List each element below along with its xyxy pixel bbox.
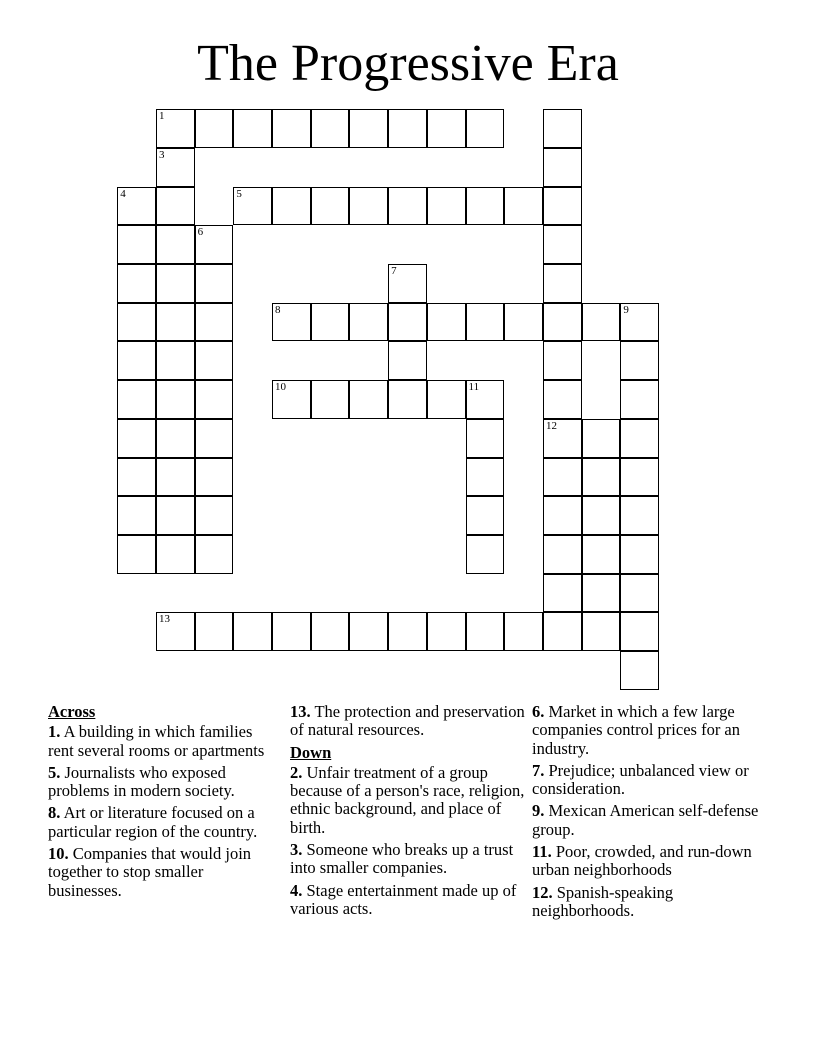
clue-across-10: [48, 845, 280, 900]
grid-cell[interactable]: [156, 380, 195, 419]
clue-number: 13.: [290, 702, 311, 721]
grid-cell[interactable]: [504, 303, 543, 342]
clue-down-2: [290, 764, 526, 837]
cell-number: 13: [158, 613, 170, 626]
grid-cell[interactable]: [311, 109, 350, 148]
clue-text: Art or literature focused on a particular region of the country.: [48, 803, 258, 841]
grid-cell[interactable]: [195, 458, 234, 497]
clue-text: Journalists who exposed problems in modern society.: [48, 762, 235, 801]
clue-down-11: [532, 843, 768, 880]
grid-cell[interactable]: [272, 612, 311, 651]
grid-cell[interactable]: [427, 380, 466, 419]
grid-cell[interactable]: [156, 535, 195, 574]
grid-cell[interactable]: [504, 187, 543, 226]
cell-number: 12: [545, 419, 557, 432]
grid-cell[interactable]: [117, 380, 156, 419]
grid-cell[interactable]: [311, 612, 350, 651]
clue-number: 8.: [48, 803, 61, 823]
grid-cell[interactable]: [272, 380, 311, 419]
grid-cell[interactable]: [195, 419, 234, 458]
grid-cell[interactable]: [427, 303, 466, 342]
grid-cell[interactable]: [582, 535, 621, 574]
grid-cell[interactable]: [620, 303, 659, 342]
grid-cell[interactable]: [620, 612, 659, 651]
grid-cell[interactable]: [620, 496, 659, 535]
grid-cell[interactable]: [156, 303, 195, 342]
cell-number: 3: [158, 148, 165, 161]
grid-cell[interactable]: [543, 574, 582, 613]
grid-cell[interactable]: [543, 458, 582, 497]
clue-text: Mexican American self-defense group.: [532, 801, 759, 839]
across-heading: Across: [48, 702, 96, 721]
clue-number: 3.: [290, 840, 303, 860]
grid-cell[interactable]: [156, 109, 195, 148]
grid-cell[interactable]: [620, 651, 659, 690]
grid-cell[interactable]: [543, 496, 582, 535]
clue-number: 2.: [290, 762, 303, 782]
grid-cell[interactable]: [117, 535, 156, 574]
grid-cell[interactable]: [427, 187, 466, 226]
grid-cell[interactable]: [272, 109, 311, 148]
grid-cell[interactable]: [543, 264, 582, 303]
clues-column-1: [48, 703, 280, 904]
grid-cell[interactable]: [156, 148, 195, 187]
clue-down-6: [532, 703, 768, 758]
cell-number: 4: [120, 187, 126, 200]
clues-column-3: [532, 703, 768, 924]
grid-cell[interactable]: [620, 380, 659, 419]
grid-cell[interactable]: [117, 341, 156, 380]
grid-cell[interactable]: [543, 612, 582, 651]
grid-cell[interactable]: [195, 109, 234, 148]
grid-cell[interactable]: [311, 187, 350, 226]
clue-number: 1.: [48, 722, 61, 742]
down-heading: Down: [290, 742, 332, 762]
clue-text: Companies that would join together to stop smaller businesses.: [48, 844, 252, 900]
clue-down-7: [532, 762, 768, 799]
grid-cell[interactable]: [388, 380, 427, 419]
grid-cell[interactable]: [156, 187, 195, 226]
grid-cell[interactable]: [388, 109, 427, 148]
grid-cell[interactable]: [466, 458, 505, 497]
grid-cell[interactable]: [272, 303, 311, 342]
clue-number: 9.: [532, 801, 545, 821]
grid-cell[interactable]: [427, 612, 466, 651]
grid-cell[interactable]: [117, 458, 156, 497]
grid-cell[interactable]: [388, 303, 427, 342]
clue-number: 6.: [532, 702, 545, 721]
grid-cell[interactable]: [156, 496, 195, 535]
clue-number: 12.: [532, 882, 553, 902]
grid-cell[interactable]: [543, 535, 582, 574]
clue-number: 5.: [48, 762, 61, 782]
grid-cell[interactable]: [582, 574, 621, 613]
grid-cell[interactable]: [466, 535, 505, 574]
grid-cell[interactable]: [195, 380, 234, 419]
cell-number: 11: [468, 381, 480, 394]
grid-cell[interactable]: [582, 303, 621, 342]
grid-cell[interactable]: [156, 419, 195, 458]
grid-cell[interactable]: [117, 303, 156, 342]
cell-number: 8: [275, 303, 281, 316]
grid-cell[interactable]: [349, 187, 388, 226]
clue-number: 4.: [290, 880, 303, 900]
cell-number: 9: [623, 303, 629, 316]
clue-across-5: [48, 764, 280, 801]
clue-text: Spanish-speaking neighborhoods.: [532, 882, 674, 920]
grid-cell[interactable]: [543, 380, 582, 419]
grid-cell[interactable]: [466, 303, 505, 342]
clue-across-13: [290, 703, 526, 740]
grid-cell[interactable]: [195, 341, 234, 380]
grid-cell[interactable]: [349, 303, 388, 342]
grid-cell[interactable]: [620, 458, 659, 497]
page-title: The Progressive Era: [197, 35, 619, 92]
clue-text: Someone who breaks up a trust into smaller companies.: [290, 840, 514, 878]
grid-cell[interactable]: [156, 341, 195, 380]
grid-cell[interactable]: [117, 496, 156, 535]
clue-number: 10.: [48, 844, 69, 864]
grid-cell[interactable]: [117, 187, 156, 226]
grid-cell[interactable]: [156, 264, 195, 303]
grid-cell[interactable]: [233, 612, 272, 651]
grid-cell[interactable]: [466, 612, 505, 651]
grid-cell[interactable]: [349, 109, 388, 148]
clues-column-2: [290, 703, 526, 922]
cell-number: 5: [236, 187, 242, 200]
grid-cell[interactable]: [543, 225, 582, 264]
grid-cell[interactable]: [582, 419, 621, 458]
grid-cell[interactable]: [466, 187, 505, 226]
clue-text: Poor, crowded, and run-down urban neighborhoods: [532, 842, 752, 880]
grid-cell[interactable]: [117, 225, 156, 264]
grid-cell[interactable]: [311, 380, 350, 419]
grid-cell[interactable]: [195, 303, 234, 342]
clue-number: 11.: [532, 842, 552, 862]
grid-cell[interactable]: [620, 535, 659, 574]
cell-number: 6: [197, 226, 204, 239]
grid-cell[interactable]: [620, 419, 659, 458]
grid-cell[interactable]: [195, 264, 234, 303]
cell-number: 10: [275, 381, 287, 394]
grid-cell[interactable]: [543, 303, 582, 342]
grid-cell[interactable]: [582, 496, 621, 535]
grid-cell[interactable]: [156, 225, 195, 264]
grid-cell[interactable]: [233, 187, 272, 226]
grid-cell[interactable]: [156, 458, 195, 497]
grid-cell[interactable]: [543, 341, 582, 380]
clue-across-8: [48, 804, 280, 841]
cell-number: 7: [391, 265, 397, 278]
clue-down-12: [532, 884, 768, 921]
clue-text: Stage entertainment made up of various acts.: [290, 880, 517, 918]
grid-cell[interactable]: [195, 496, 234, 535]
clue-text: The protection and preservation of natural resources.: [290, 702, 525, 740]
grid-cell[interactable]: [156, 612, 195, 651]
clue-down-9: [532, 802, 768, 839]
grid-cell[interactable]: [388, 264, 427, 303]
grid-cell[interactable]: [233, 109, 272, 148]
grid-cell[interactable]: [466, 109, 505, 148]
clue-down-4: [290, 882, 526, 919]
clue-text: Prejudice; unbalanced view or consideration.: [532, 760, 749, 799]
grid-cell[interactable]: [582, 612, 621, 651]
clue-text: Unfair treatment of a group because of a person's race, religion, ethnic background, and place of birth.: [290, 762, 525, 837]
grid-cell[interactable]: [349, 380, 388, 419]
grid-cell[interactable]: [117, 264, 156, 303]
grid-cell[interactable]: [543, 419, 582, 458]
grid-cell[interactable]: [543, 187, 582, 226]
clue-text: A building in which families rent several rooms or apartments: [48, 722, 265, 760]
grid-cell[interactable]: [388, 187, 427, 226]
clue-number: 7.: [532, 760, 545, 780]
grid-cell[interactable]: [272, 187, 311, 226]
grid-cell[interactable]: [388, 341, 427, 380]
grid-cell[interactable]: [195, 612, 234, 651]
grid-cell[interactable]: [311, 303, 350, 342]
grid-cell[interactable]: [582, 458, 621, 497]
grid-cell[interactable]: [117, 419, 156, 458]
grid-cell[interactable]: [620, 574, 659, 613]
grid-cell[interactable]: [504, 612, 543, 651]
grid-cell[interactable]: [388, 612, 427, 651]
grid-cell[interactable]: [195, 535, 234, 574]
grid-cell[interactable]: [349, 612, 388, 651]
clue-text: Market in which a few large companies control prices for an industry.: [532, 702, 741, 758]
grid-cell[interactable]: [543, 148, 582, 187]
clue-down-3: [290, 841, 526, 878]
grid-cell[interactable]: [543, 109, 582, 148]
grid-cell[interactable]: [620, 341, 659, 380]
cell-number: 1: [158, 110, 165, 123]
grid-cell[interactable]: [427, 109, 466, 148]
clue-across-1: [48, 723, 280, 760]
grid-cell[interactable]: [466, 496, 505, 535]
grid-cell[interactable]: [466, 419, 505, 458]
grid-cell[interactable]: [466, 380, 505, 419]
grid-cell[interactable]: [195, 225, 234, 264]
